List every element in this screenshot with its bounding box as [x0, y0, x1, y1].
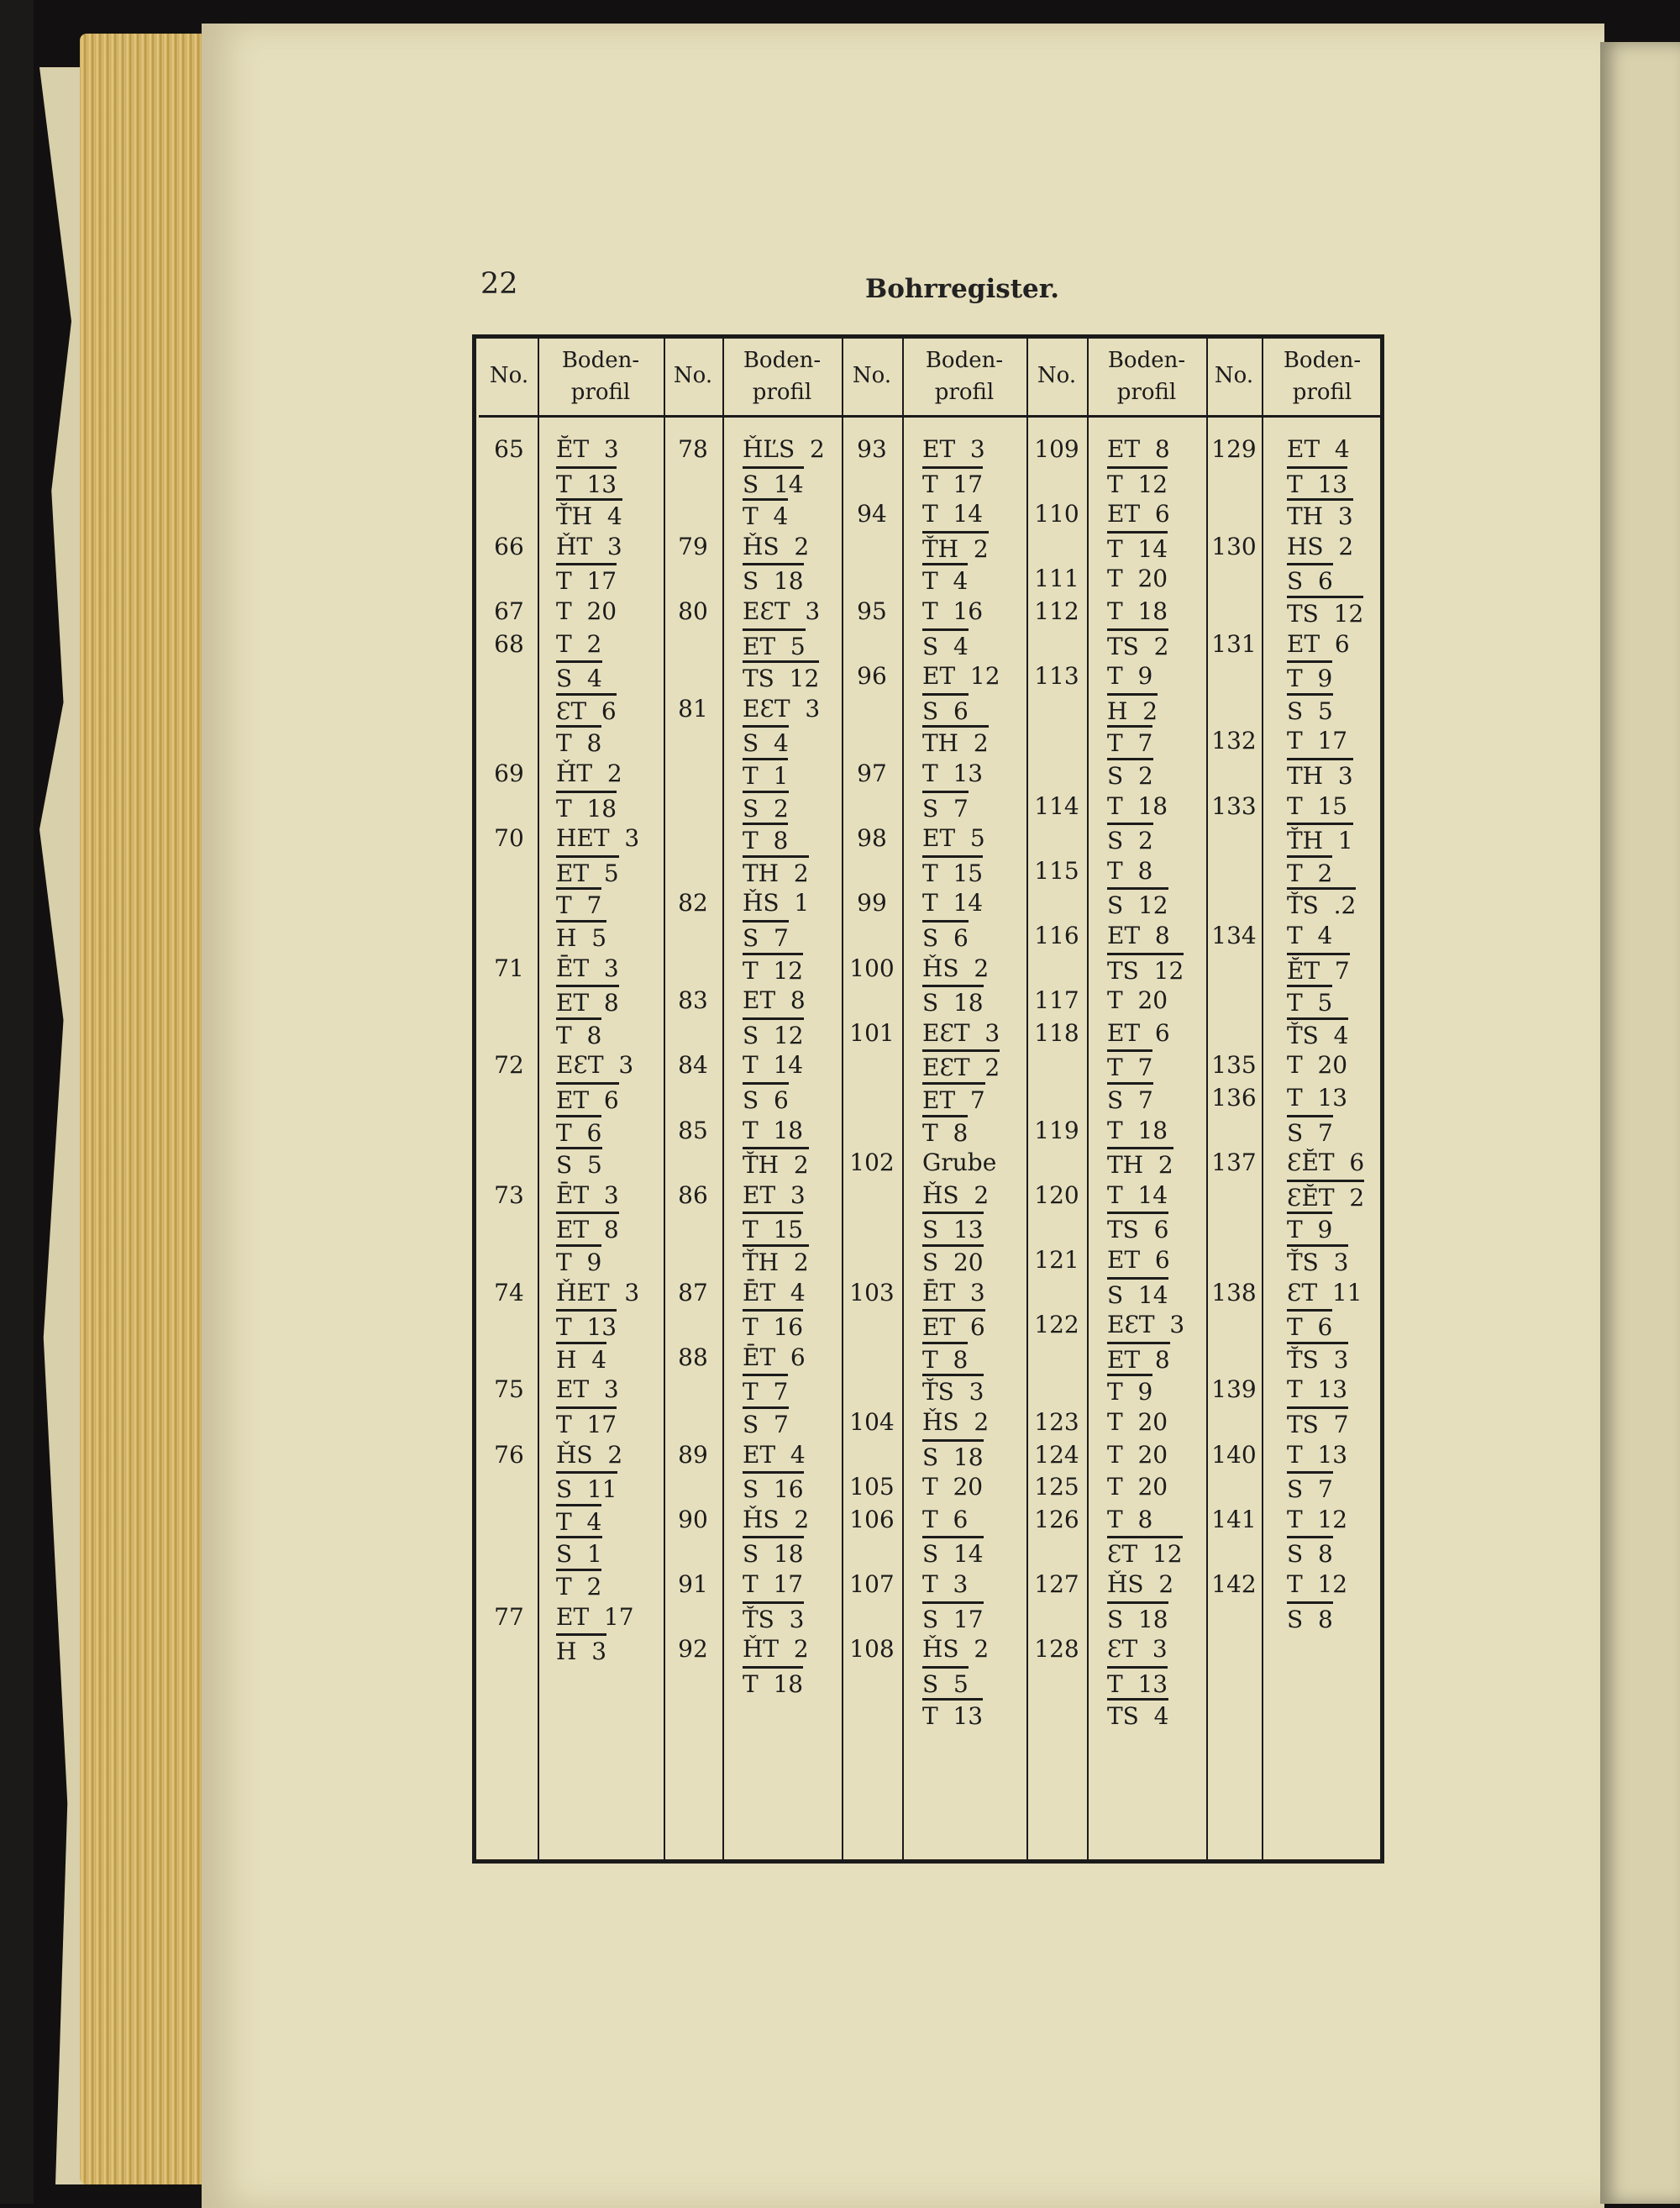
profile-layer: S 12: [1107, 887, 1168, 922]
profile-layer: S 5: [1287, 693, 1333, 728]
profile-layer: ĒT 3: [556, 1180, 619, 1209]
boring-number: 141: [1211, 1505, 1257, 1533]
profile-layer: T 14: [1107, 531, 1168, 565]
profile-layer: T̆S 3: [1287, 1244, 1348, 1279]
profile-layer: ƐT 11: [1287, 1278, 1362, 1306]
profile-layer: TS 2: [1107, 628, 1168, 663]
boring-number: 82: [678, 889, 708, 917]
profile-layer: S 18: [743, 563, 804, 597]
profile-layer: S 1: [556, 1536, 602, 1570]
profile-layer: S 17: [922, 1601, 984, 1636]
boring-number: 122: [1034, 1311, 1079, 1339]
profile-layer: S 8: [1287, 1536, 1333, 1570]
profile-layer: T 8: [743, 823, 788, 857]
profile-layer: TS 6: [1107, 1212, 1168, 1246]
boring-number: 138: [1211, 1278, 1257, 1306]
profile-layer: T 9: [1107, 662, 1153, 691]
header-bodenprofil: Boden- profil: [561, 348, 640, 405]
boring-number: 105: [849, 1473, 895, 1501]
profile-layer: T 17: [556, 1406, 617, 1441]
profile-layer: S 18: [1107, 1601, 1168, 1636]
profile-layer: T 14: [743, 1051, 804, 1080]
column-rule: [664, 338, 665, 1860]
boring-number: 79: [678, 532, 708, 560]
boring-number: 101: [849, 1018, 895, 1047]
header-bodenprofil: Boden- profil: [1107, 348, 1186, 405]
profile-layer: T̆H 2: [743, 1147, 809, 1181]
profile-layer: T 4: [743, 498, 788, 533]
boring-number: 114: [1034, 791, 1079, 820]
profile-layer: ȞS 2: [922, 954, 990, 982]
profile-layer: T 18: [556, 791, 617, 825]
profile-layer: ȞT 2: [556, 760, 622, 787]
profile-layer: ȞS 2: [922, 1635, 990, 1664]
profile-layer: T 1: [743, 758, 788, 792]
profile-layer: T 8: [1107, 856, 1153, 885]
boring-number: 137: [1211, 1149, 1257, 1177]
boring-number: 140: [1211, 1440, 1257, 1469]
profile-layer: T 13: [1287, 1375, 1348, 1404]
boring-number: 124: [1034, 1440, 1079, 1469]
profile-layer: ET 5: [743, 628, 806, 663]
profile-layer: ET 6: [1107, 500, 1170, 528]
boring-number: 85: [678, 1116, 708, 1144]
profile-layer: S 7: [922, 791, 969, 825]
profile-layer: ȞS 2: [1107, 1570, 1174, 1598]
profile-layer: TH 3: [1287, 498, 1353, 533]
boring-number: 112: [1034, 597, 1079, 625]
profile-layer: T 18: [743, 1116, 804, 1144]
boring-number: 87: [678, 1278, 708, 1306]
boring-number: 89: [678, 1440, 708, 1469]
profile-layer: S 7: [743, 920, 789, 954]
boring-number: 69: [494, 760, 524, 787]
profile-layer: S 18: [922, 1439, 984, 1474]
boring-number: 97: [857, 760, 887, 787]
profile-layer: ĔT 7: [1287, 953, 1350, 987]
profile-layer: ȞS 2: [743, 532, 810, 560]
profile-layer: T 7: [743, 1374, 788, 1408]
column-rule: [1262, 338, 1263, 1860]
boring-number: 126: [1034, 1505, 1079, 1533]
profile-layer: ET 4: [1287, 435, 1350, 463]
profile-layer: EƐT 3: [743, 694, 821, 723]
profile-layer: ET 8: [556, 1212, 619, 1246]
profile-layer: ĒT 6: [743, 1343, 806, 1371]
profile-layer: T 7: [1107, 1049, 1152, 1084]
profile-layer: S 7: [743, 1406, 789, 1441]
boring-number: 83: [678, 986, 708, 1015]
boring-number: 139: [1211, 1375, 1257, 1404]
profile-layer: T 15: [922, 855, 983, 890]
boring-number: 107: [849, 1570, 895, 1598]
boring-number: 118: [1034, 1018, 1079, 1047]
boring-number: 128: [1034, 1635, 1079, 1664]
profile-layer: S 7: [1107, 1082, 1153, 1117]
profile-layer: T 8: [922, 1115, 968, 1149]
profile-layer: ET 3: [743, 1180, 806, 1209]
boring-number: 80: [678, 597, 708, 625]
profile-layer: S 7: [1287, 1471, 1333, 1506]
boring-number: 72: [494, 1051, 524, 1080]
profile-layer: T 20: [922, 1473, 984, 1501]
profile-layer: T 18: [743, 1666, 803, 1701]
profile-layer: T 16: [922, 597, 984, 625]
boring-number: 113: [1034, 662, 1079, 691]
profile-layer: ȞĽS 2: [743, 435, 825, 463]
profile-layer: T 9: [1287, 660, 1332, 695]
profile-layer: ĒT 3: [922, 1278, 985, 1306]
profile-layer: ȞET 3: [556, 1278, 640, 1306]
profile-layer: T 5: [1287, 985, 1332, 1019]
profile-layer: T 17: [1287, 727, 1348, 755]
boring-number: 142: [1211, 1570, 1257, 1598]
boring-number: 132: [1211, 727, 1257, 755]
profile-layer: ET 3: [556, 1375, 619, 1404]
profile-layer: S 14: [743, 466, 804, 501]
book-cover-edge: [0, 0, 34, 2204]
profile-layer: T 2: [1287, 855, 1332, 890]
profile-layer: T 4: [922, 563, 968, 597]
facing-page-edge: [1600, 42, 1680, 2204]
profile-layer: T 13: [1287, 1440, 1348, 1469]
profile-layer: T 18: [1107, 791, 1168, 820]
boring-number: 98: [857, 824, 887, 853]
boring-number: 73: [494, 1180, 524, 1209]
profile-layer: S 18: [922, 985, 984, 1019]
profile-layer: S 5: [556, 1147, 602, 1181]
profile-layer: HET 3: [556, 824, 640, 853]
profile-layer: S 2: [743, 791, 789, 825]
profile-layer: T 20: [1107, 565, 1168, 593]
profile-layer: T 20: [1107, 1473, 1168, 1501]
profile-layer: ȞS 2: [922, 1408, 990, 1436]
profile-layer: S 7: [1287, 1115, 1333, 1149]
profile-layer: T 13: [922, 1698, 983, 1732]
running-head: Bohrregister.: [865, 274, 1060, 304]
profile-layer: S 12: [743, 1017, 804, 1052]
boring-number: 102: [849, 1149, 895, 1177]
profile-layer: T 8: [1107, 1505, 1153, 1533]
boring-number: 123: [1034, 1408, 1079, 1436]
profile-layer: T 6: [556, 1115, 601, 1149]
profile-layer: T 17: [922, 466, 983, 501]
boring-number: 96: [857, 662, 887, 691]
boring-number: 93: [857, 435, 887, 463]
profile-layer: S 16: [743, 1471, 804, 1506]
profile-layer: S 5: [922, 1666, 969, 1701]
profile-layer: T 9: [556, 1244, 601, 1279]
profile-layer: T 12: [1287, 1570, 1348, 1598]
header-bodenprofil: Boden- profil: [1283, 348, 1362, 405]
profile-layer: ET 6: [1107, 1246, 1170, 1274]
profile-layer: T 8: [556, 725, 601, 760]
profile-layer: ȞS 2: [556, 1440, 623, 1469]
header-no: No.: [852, 363, 892, 388]
boring-number: 74: [494, 1278, 524, 1306]
boring-number: 100: [849, 954, 895, 982]
profile-layer: HS 2: [1287, 532, 1354, 560]
profile-layer: TS 12: [743, 660, 819, 695]
boring-number: 119: [1034, 1116, 1079, 1144]
profile-layer: T 13: [922, 760, 984, 787]
boring-number: 86: [678, 1180, 708, 1209]
profile-layer: TH 2: [1107, 1147, 1173, 1181]
profile-layer: T 20: [1107, 986, 1168, 1015]
profile-layer: S 18: [743, 1536, 804, 1570]
boring-number: 133: [1211, 791, 1257, 820]
profile-layer: T 8: [922, 1342, 968, 1376]
boring-number: 77: [494, 1602, 524, 1631]
boring-number: 84: [678, 1051, 708, 1080]
profile-layer: S 4: [922, 628, 969, 663]
boring-number: 111: [1034, 565, 1079, 593]
boring-number: 92: [678, 1635, 708, 1664]
boring-number: 103: [849, 1278, 895, 1306]
boring-number: 108: [849, 1635, 895, 1664]
boring-number: 116: [1034, 922, 1079, 949]
boring-number: 67: [494, 597, 524, 625]
profile-layer: TS 12: [1107, 953, 1184, 987]
profile-layer: S 2: [1107, 823, 1153, 857]
profile-layer: EƐT 3: [743, 597, 821, 625]
boring-number: 99: [857, 889, 887, 917]
boring-number: 121: [1034, 1246, 1079, 1274]
header-bodenprofil: Boden- profil: [743, 348, 822, 405]
profile-layer: T 13: [1287, 466, 1347, 501]
profile-layer: T 16: [743, 1309, 803, 1343]
profile-layer: T 18: [1107, 597, 1168, 625]
boring-number: 94: [857, 500, 887, 528]
profile-layer: EƐT 3: [922, 1018, 1000, 1047]
boring-number: 131: [1211, 629, 1257, 658]
profile-layer: ȞT 2: [743, 1635, 809, 1664]
header-rule: [479, 415, 1383, 418]
profile-layer: T 8: [556, 1017, 601, 1052]
profile-layer: S 6: [922, 920, 969, 954]
column-rule: [722, 338, 724, 1860]
profile-layer: T 6: [1287, 1309, 1332, 1343]
page-number: 22: [480, 267, 518, 301]
header-no: No.: [489, 363, 529, 388]
boring-number: 106: [849, 1505, 895, 1533]
profile-layer: T 2: [556, 629, 602, 658]
boring-number: 136: [1211, 1084, 1257, 1112]
profile-layer: ET 8: [556, 985, 619, 1019]
header-no: No.: [673, 363, 713, 388]
profile-layer: T̆S .2: [1287, 887, 1356, 922]
profile-layer: ȞS 1: [743, 889, 810, 917]
profile-layer: T 2: [556, 1569, 601, 1603]
profile-layer: T 14: [922, 889, 984, 917]
profile-layer: T 7: [1107, 725, 1152, 760]
profile-layer: T 20: [1287, 1051, 1348, 1080]
profile-layer: T̆H 4: [556, 498, 622, 533]
profile-layer: H 4: [556, 1342, 606, 1376]
profile-layer: Grube: [922, 1149, 997, 1177]
column-rule: [538, 338, 539, 1860]
profile-layer: S 6: [743, 1082, 789, 1117]
profile-layer: T 15: [743, 1212, 803, 1246]
profile-layer: T 13: [1287, 1084, 1348, 1112]
profile-layer: ƐĔT 2: [1287, 1180, 1364, 1214]
boring-number: 75: [494, 1375, 524, 1404]
boring-number: 76: [494, 1440, 524, 1469]
profile-layer: T̆S 3: [743, 1601, 804, 1636]
boring-number: 135: [1211, 1051, 1257, 1080]
boring-number: 95: [857, 597, 887, 625]
boring-number: 88: [678, 1343, 708, 1371]
boring-number: 110: [1034, 500, 1079, 528]
profile-layer: T̆S 3: [1287, 1342, 1348, 1376]
profile-layer: T 14: [922, 500, 984, 528]
profile-layer: ĒT 3: [556, 954, 619, 982]
profile-layer: S 14: [922, 1536, 984, 1570]
profile-layer: T 20: [1107, 1408, 1168, 1436]
boring-number: 130: [1211, 532, 1257, 560]
profile-layer: T 17: [556, 563, 617, 597]
profile-layer: EƐT 3: [556, 1051, 634, 1080]
profile-layer: T 12: [1107, 466, 1168, 501]
column-rule: [1087, 338, 1089, 1860]
profile-layer: ET 6: [1287, 629, 1350, 658]
profile-layer: T 6: [922, 1505, 969, 1533]
profile-layer: S 4: [556, 660, 602, 695]
profile-layer: TH 2: [922, 725, 989, 760]
page-block-edges: [80, 34, 214, 2184]
profile-layer: T 15: [1287, 791, 1348, 820]
boring-number: 65: [494, 435, 524, 463]
profile-layer: ET 17: [556, 1602, 634, 1631]
boring-number: 68: [494, 629, 524, 658]
profile-layer: S 8: [1287, 1601, 1333, 1636]
profile-layer: ET 8: [1107, 922, 1170, 949]
profile-layer: T 13: [556, 466, 617, 501]
boring-number: 109: [1034, 435, 1079, 463]
profile-layer: ET 6: [1107, 1018, 1170, 1047]
profile-layer: T 9: [1287, 1212, 1332, 1246]
profile-layer: TH 2: [743, 855, 809, 890]
profile-layer: T̆H 2: [922, 531, 989, 565]
profile-layer: ET 5: [556, 855, 619, 890]
profile-layer: ET 6: [922, 1309, 985, 1343]
profile-layer: S 20: [922, 1244, 984, 1279]
profile-layer: S 14: [1107, 1277, 1168, 1312]
profile-layer: TS 4: [1107, 1698, 1168, 1732]
profile-layer: EƐT 3: [1107, 1311, 1185, 1339]
profile-layer: H 3: [556, 1633, 606, 1668]
header-no: No.: [1037, 363, 1077, 388]
profile-layer: ĒT 4: [743, 1278, 806, 1306]
profile-layer: S 2: [1107, 758, 1153, 792]
profile-layer: T̆S 4: [1287, 1017, 1348, 1052]
header-bodenprofil: Boden- profil: [925, 348, 1004, 405]
profile-layer: T 12: [1287, 1505, 1348, 1533]
column-rule: [842, 338, 843, 1860]
profile-layer: ET 6: [556, 1082, 619, 1117]
profile-layer: ƐT 3: [1107, 1635, 1168, 1664]
profile-layer: T̆S 3: [922, 1374, 984, 1408]
profile-layer: H 5: [556, 920, 606, 954]
profile-layer: T 14: [1107, 1180, 1168, 1209]
profile-layer: ET 5: [922, 824, 985, 853]
profile-layer: TH 3: [1287, 758, 1353, 792]
profile-layer: T 13: [1107, 1666, 1168, 1701]
boring-number: 129: [1211, 435, 1257, 463]
boring-number: 115: [1034, 856, 1079, 885]
profile-layer: T 3: [922, 1570, 969, 1598]
profile-layer: ƐT 6: [556, 693, 617, 728]
profile-layer: T 7: [556, 887, 601, 922]
profile-layer: ȞS 2: [743, 1505, 810, 1533]
profile-layer: ET 7: [922, 1082, 985, 1117]
boring-number: 78: [678, 435, 708, 463]
boring-number: 125: [1034, 1473, 1079, 1501]
boring-number: 71: [494, 954, 524, 982]
profile-layer: T 20: [556, 597, 617, 625]
boring-number: 104: [849, 1408, 895, 1436]
boring-number: 90: [678, 1505, 708, 1533]
profile-layer: ȞT 3: [556, 532, 622, 560]
profile-layer: T 17: [743, 1570, 804, 1598]
profile-layer: S 6: [922, 693, 969, 728]
boring-number: 70: [494, 824, 524, 853]
profile-layer: T̆H 2: [743, 1244, 809, 1279]
profile-layer: ƐĔT 6: [1287, 1149, 1365, 1177]
profile-layer: T 4: [1287, 922, 1333, 949]
boring-number: 117: [1034, 986, 1079, 1015]
boring-number: 134: [1211, 922, 1257, 949]
column-rule: [902, 338, 904, 1860]
profile-layer: T 4: [556, 1504, 601, 1538]
boring-number: 66: [494, 532, 524, 560]
profile-layer: ȞS 2: [922, 1180, 990, 1209]
profile-layer: T̆H 1: [1287, 823, 1353, 857]
profile-layer: T 18: [1107, 1116, 1168, 1144]
profile-layer: T 20: [1107, 1440, 1168, 1469]
boring-number: 127: [1034, 1570, 1079, 1598]
profile-layer: T 12: [743, 953, 803, 987]
profile-layer: ET 8: [1107, 435, 1170, 463]
profile-layer: ET 4: [743, 1440, 806, 1469]
header-no: No.: [1214, 363, 1254, 388]
profile-layer: ƐT 12: [1107, 1536, 1183, 1570]
profile-layer: EƐT 2: [922, 1049, 1000, 1084]
profile-layer: T 9: [1107, 1374, 1152, 1408]
profile-layer: S 11: [556, 1471, 617, 1506]
profile-layer: ET 3: [922, 435, 985, 463]
boring-number: 91: [678, 1570, 708, 1598]
profile-layer: T 13: [556, 1309, 617, 1343]
profile-layer: ĔT 3: [556, 435, 619, 463]
boring-number: 81: [678, 694, 708, 723]
profile-layer: ET 8: [743, 986, 806, 1015]
profile-layer: TS 12: [1287, 596, 1363, 630]
profile-layer: S 13: [922, 1212, 984, 1246]
profile-layer: S 4: [743, 725, 789, 760]
boring-number: 120: [1034, 1180, 1079, 1209]
profile-layer: TS 7: [1287, 1406, 1348, 1441]
profile-layer: H 2: [1107, 693, 1158, 728]
profile-layer: ET 8: [1107, 1342, 1170, 1376]
profile-layer: ET 12: [922, 662, 1000, 691]
profile-layer: S 6: [1287, 563, 1333, 597]
